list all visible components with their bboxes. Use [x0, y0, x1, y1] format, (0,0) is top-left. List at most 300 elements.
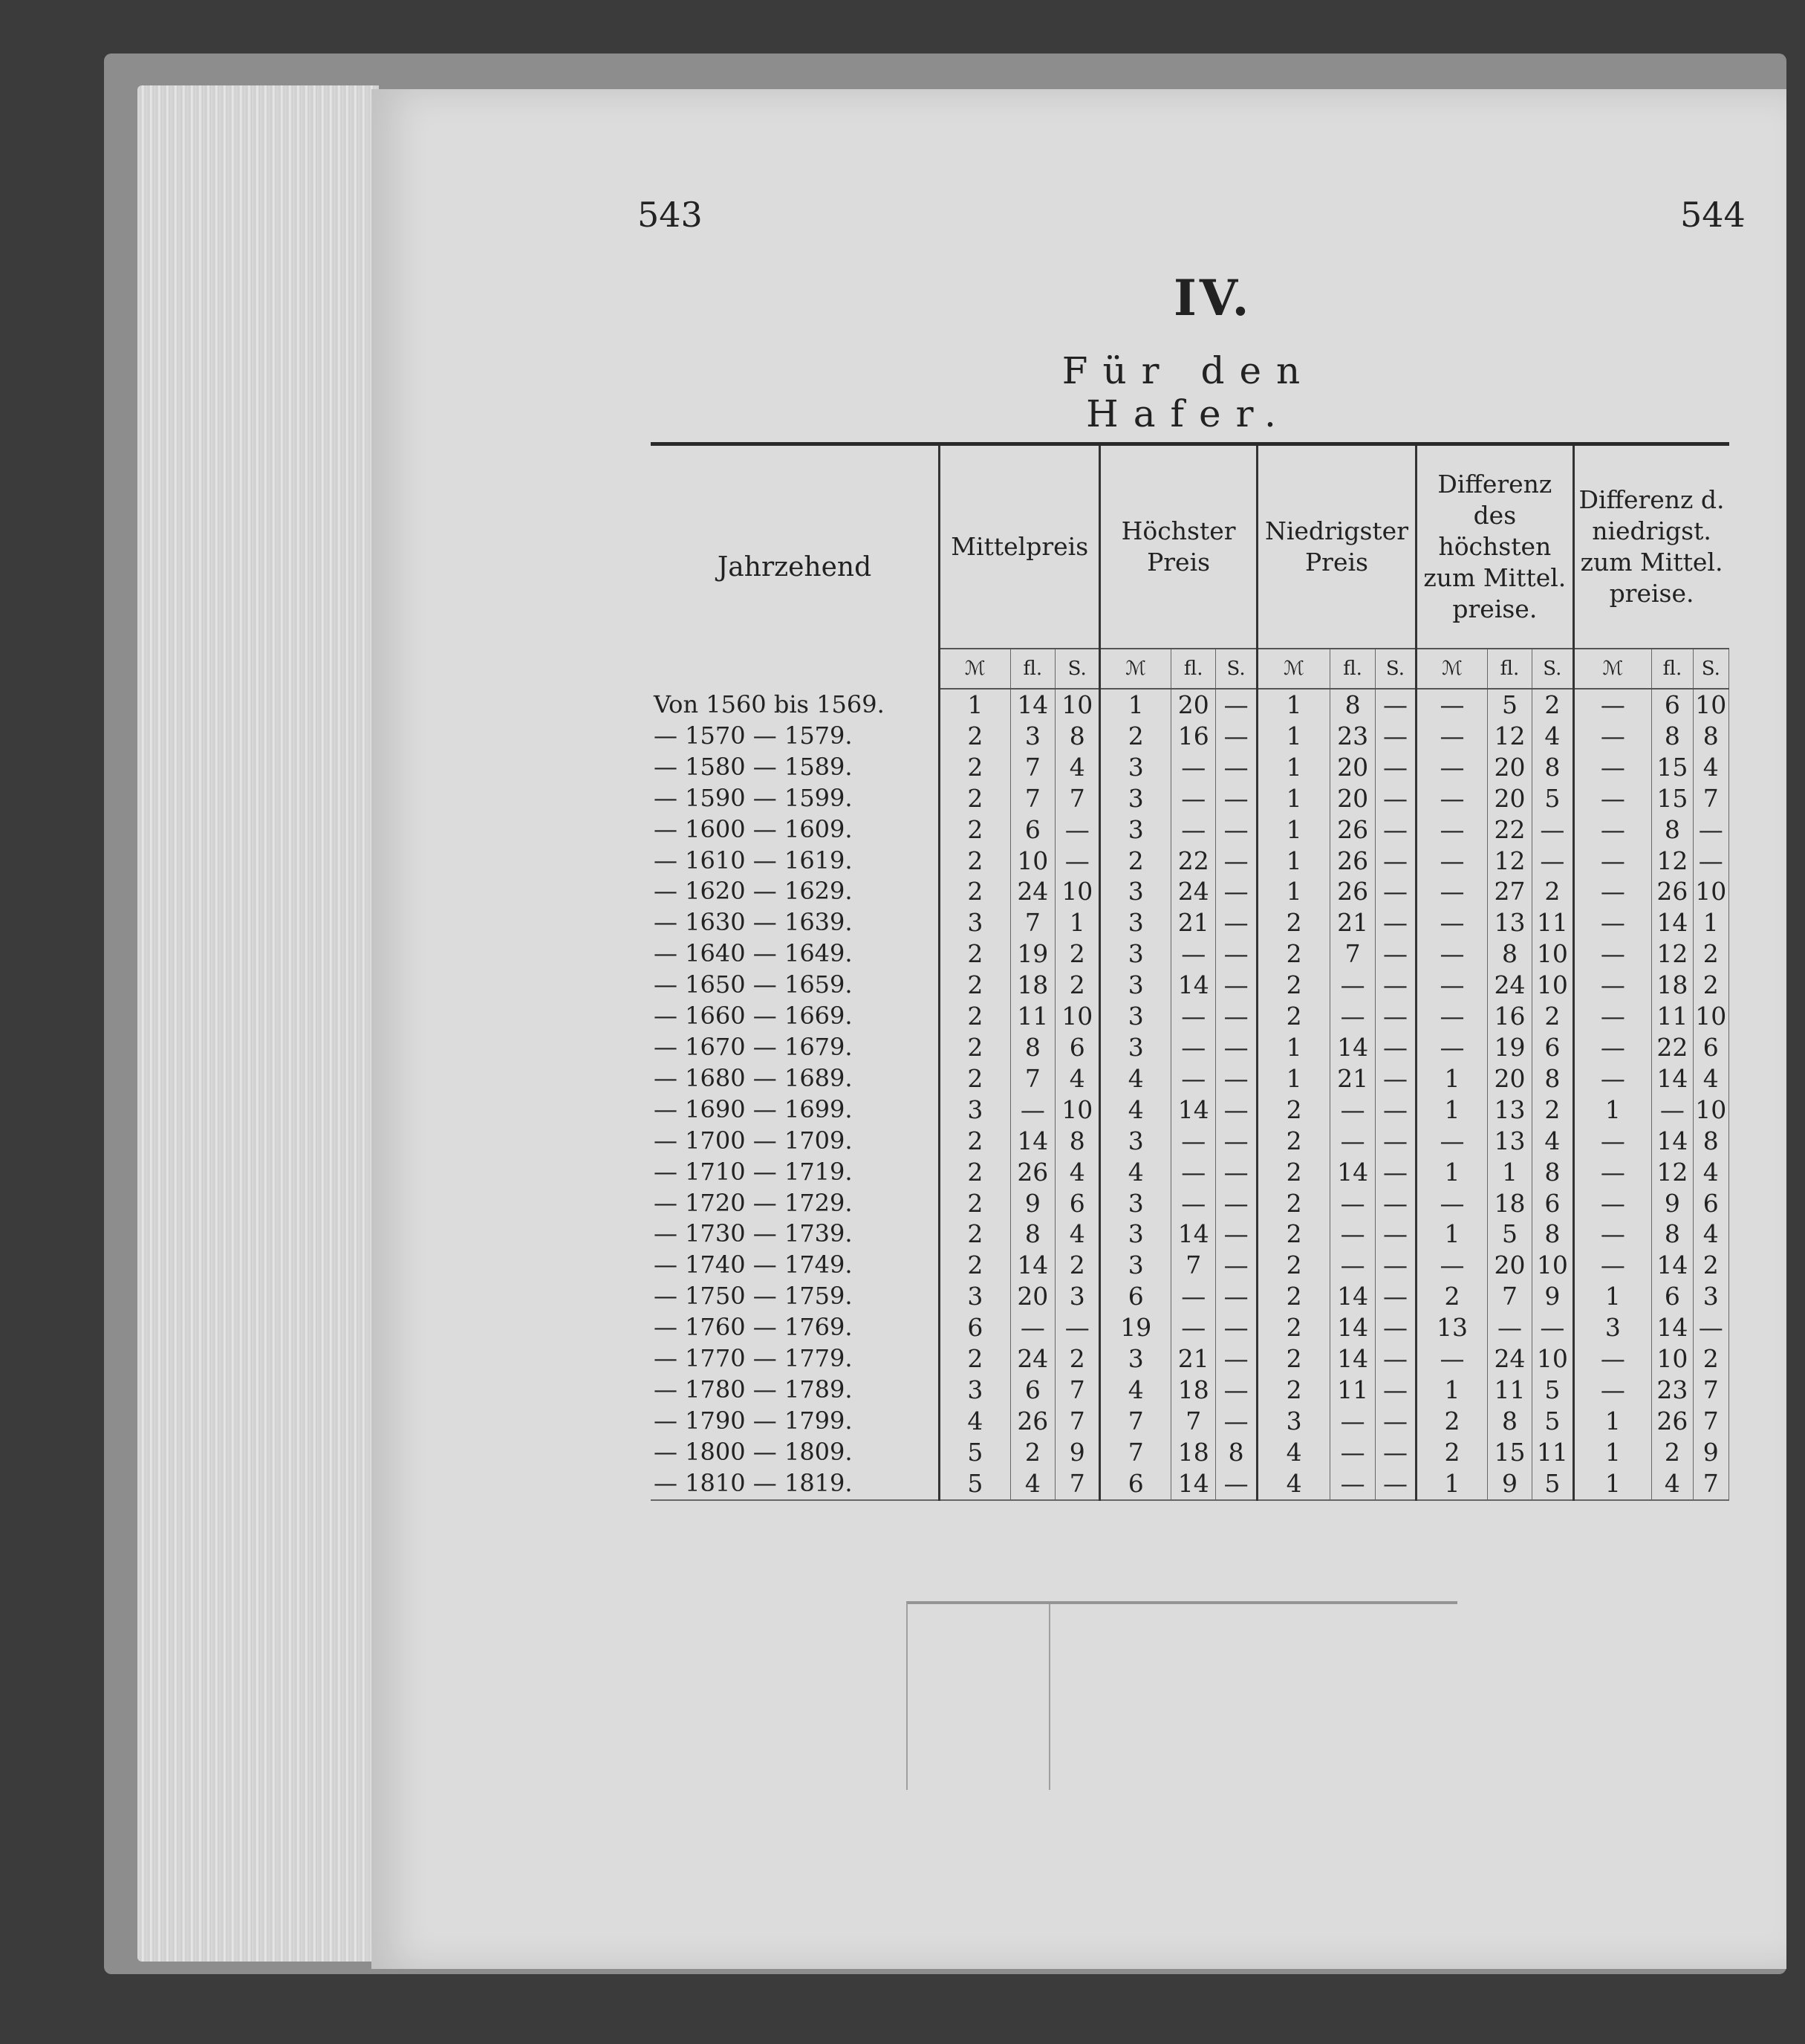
value-cell: 7: [1056, 1468, 1100, 1500]
value-cell: 27: [1487, 876, 1532, 907]
value-cell: —: [1330, 1094, 1375, 1126]
value-cell: —: [1171, 1188, 1216, 1219]
value-cell: 2: [1056, 938, 1100, 970]
value-cell: —: [1216, 721, 1257, 752]
value-cell: —: [1216, 1157, 1257, 1188]
value-cell: —: [1375, 846, 1416, 877]
value-cell: 1: [1417, 1063, 1488, 1094]
table-row: [651, 1188, 1729, 1219]
value-cell: —: [1171, 1032, 1216, 1063]
value-cell: 7: [1487, 1281, 1532, 1312]
value-cell: 14: [1171, 970, 1216, 1001]
value-cell: 8: [1532, 752, 1573, 783]
value-cell: 10: [1010, 846, 1055, 877]
value-cell: —: [1216, 846, 1257, 877]
period-cell: — 1730 — 1739.: [651, 1219, 940, 1250]
value-cell: —: [1056, 1312, 1100, 1343]
value-cell: 1: [1573, 1468, 1652, 1500]
value-cell: 2: [1257, 1094, 1330, 1126]
value-cell: 8: [1693, 1126, 1728, 1157]
value-cell: —: [1573, 1188, 1652, 1219]
table-row: [651, 752, 1729, 783]
value-cell: —: [1375, 1343, 1416, 1375]
value-cell: 10: [1693, 876, 1728, 907]
value-cell: —: [1375, 938, 1416, 970]
value-cell: 2: [1693, 970, 1728, 1001]
value-cell: 23: [1652, 1375, 1693, 1406]
value-cell: 4: [1010, 1468, 1055, 1500]
table-row: [651, 1063, 1729, 1094]
table-row: [651, 1343, 1729, 1375]
value-cell: 4: [1693, 1219, 1728, 1250]
period-cell: — 1630 — 1639.: [651, 907, 940, 938]
value-cell: 1: [1056, 907, 1100, 938]
value-cell: —: [1330, 1219, 1375, 1250]
bleed-through-divider: [1049, 1604, 1050, 1790]
value-cell: 4: [1257, 1437, 1330, 1468]
value-cell: 6: [1010, 1375, 1055, 1406]
period-cell: — 1780 — 1789.: [651, 1375, 940, 1406]
value-cell: —: [1330, 1250, 1375, 1281]
value-cell: —: [1487, 1312, 1532, 1343]
value-cell: 2: [1056, 970, 1100, 1001]
value-cell: 11: [1532, 907, 1573, 938]
value-cell: 7: [1171, 1250, 1216, 1281]
value-cell: 2: [940, 1157, 1011, 1188]
table-row: [651, 1281, 1729, 1312]
value-cell: —: [1417, 907, 1488, 938]
value-cell: —: [1171, 814, 1216, 846]
value-cell: 1: [1573, 1437, 1652, 1468]
value-cell: 3: [1693, 1281, 1728, 1312]
period-cell: — 1710 — 1719.: [651, 1157, 940, 1188]
value-cell: 14: [1010, 689, 1055, 721]
header-max-price: Höchster Preis: [1100, 444, 1257, 649]
value-cell: 4: [1532, 721, 1573, 752]
value-cell: 14: [1330, 1281, 1375, 1312]
value-cell: 3: [1257, 1406, 1330, 1437]
value-cell: —: [1216, 970, 1257, 1001]
value-cell: 21: [1171, 907, 1216, 938]
value-cell: —: [1417, 1343, 1488, 1375]
value-cell: 20: [1487, 752, 1532, 783]
value-cell: 14: [1171, 1468, 1216, 1500]
unit-header: ℳ︎: [940, 649, 1011, 689]
value-cell: 4: [1056, 1157, 1100, 1188]
value-cell: —: [1330, 1437, 1375, 1468]
value-cell: 13: [1487, 1094, 1532, 1126]
period-cell: — 1680 — 1689.: [651, 1063, 940, 1094]
value-cell: —: [1330, 1126, 1375, 1157]
value-cell: —: [1216, 1250, 1257, 1281]
table-row: [651, 814, 1729, 846]
value-cell: —: [1216, 1063, 1257, 1094]
value-cell: —: [1573, 689, 1652, 721]
value-cell: 2: [1257, 907, 1330, 938]
value-cell: 3: [1100, 876, 1171, 907]
value-cell: 10: [1056, 876, 1100, 907]
unit-header: S.: [1693, 649, 1728, 689]
value-cell: —: [1375, 783, 1416, 814]
value-cell: 4: [1056, 1219, 1100, 1250]
unit-header: S.: [1056, 649, 1100, 689]
page-number-right: 544: [1680, 195, 1746, 235]
value-cell: —: [1216, 1001, 1257, 1032]
value-cell: 2: [1417, 1406, 1488, 1437]
value-cell: —: [1573, 1032, 1652, 1063]
value-cell: —: [1573, 846, 1652, 877]
value-cell: 10: [1693, 1001, 1728, 1032]
value-cell: —: [1417, 814, 1488, 846]
value-cell: 19: [1100, 1312, 1171, 1343]
value-cell: 7: [1693, 783, 1728, 814]
value-cell: 2: [1257, 1312, 1330, 1343]
value-cell: 1: [1487, 1157, 1532, 1188]
table-row: [651, 1032, 1729, 1063]
value-cell: 8: [1532, 1157, 1573, 1188]
value-cell: 2: [1056, 1343, 1100, 1375]
period-cell: — 1720 — 1729.: [651, 1188, 940, 1219]
value-cell: —: [1573, 876, 1652, 907]
value-cell: —: [1375, 1281, 1416, 1312]
value-cell: 26: [1330, 876, 1375, 907]
value-cell: —: [1216, 1126, 1257, 1157]
value-cell: 12: [1652, 1157, 1693, 1188]
value-cell: —: [1573, 1001, 1652, 1032]
value-cell: 1: [1257, 846, 1330, 877]
value-cell: 1: [1257, 783, 1330, 814]
value-cell: 2: [1257, 1126, 1330, 1157]
value-cell: 10: [1056, 689, 1100, 721]
value-cell: —: [1216, 1032, 1257, 1063]
value-cell: 8: [1056, 721, 1100, 752]
value-cell: 6: [1056, 1188, 1100, 1219]
period-cell: — 1760 — 1769.: [651, 1312, 940, 1343]
value-cell: 18: [1652, 970, 1693, 1001]
value-cell: 1: [1257, 814, 1330, 846]
value-cell: 2: [1100, 721, 1171, 752]
value-cell: —: [1532, 1312, 1573, 1343]
value-cell: 3: [940, 1094, 1011, 1126]
header-diff-min: Differenz d. niedrigst. zum Mittel. preise.: [1573, 444, 1728, 649]
value-cell: 1: [1693, 907, 1728, 938]
value-cell: 23: [1330, 721, 1375, 752]
section-title: Für den Hafer.: [1061, 349, 1315, 435]
period-cell: — 1670 — 1679.: [651, 1032, 940, 1063]
table-row: [651, 1094, 1729, 1126]
value-cell: 18: [1010, 970, 1055, 1001]
value-cell: —: [1573, 1157, 1652, 1188]
value-cell: 6: [1693, 1188, 1728, 1219]
value-cell: 11: [1010, 1001, 1055, 1032]
value-cell: 10: [1693, 1094, 1728, 1126]
value-cell: 2: [940, 752, 1011, 783]
value-cell: 4: [1100, 1157, 1171, 1188]
value-cell: 3: [1100, 1219, 1171, 1250]
value-cell: 4: [1652, 1468, 1693, 1500]
value-cell: 7: [1056, 1406, 1100, 1437]
value-cell: 6: [1652, 1281, 1693, 1312]
value-cell: —: [1216, 752, 1257, 783]
value-cell: 8: [1652, 814, 1693, 846]
period-cell: — 1740 — 1749.: [651, 1250, 940, 1281]
value-cell: —: [1417, 1126, 1488, 1157]
value-cell: 2: [940, 1001, 1011, 1032]
value-cell: 7: [1056, 783, 1100, 814]
value-cell: 10: [1056, 1094, 1100, 1126]
value-cell: 20: [1330, 783, 1375, 814]
value-cell: 13: [1487, 1126, 1532, 1157]
value-cell: 2: [1010, 1437, 1055, 1468]
value-cell: —: [1375, 1063, 1416, 1094]
table-row: [651, 970, 1729, 1001]
value-cell: 2: [940, 1032, 1011, 1063]
value-cell: 2: [1257, 1188, 1330, 1219]
value-cell: 12: [1487, 846, 1532, 877]
table-row: [651, 1375, 1729, 1406]
value-cell: 1: [1257, 721, 1330, 752]
value-cell: 24: [1171, 876, 1216, 907]
value-cell: 14: [1010, 1126, 1055, 1157]
value-cell: 4: [1056, 1063, 1100, 1094]
value-cell: 3: [1573, 1312, 1652, 1343]
page-number-left: 543: [637, 195, 703, 235]
unit-header: fl.: [1487, 649, 1532, 689]
value-cell: 9: [1487, 1468, 1532, 1500]
value-cell: 22: [1171, 846, 1216, 877]
value-cell: 14: [1171, 1094, 1216, 1126]
value-cell: —: [1573, 907, 1652, 938]
table-row: [651, 1312, 1729, 1343]
period-cell: — 1750 — 1759.: [651, 1281, 940, 1312]
value-cell: 2: [1257, 970, 1330, 1001]
value-cell: 2: [940, 846, 1011, 877]
value-cell: —: [1216, 876, 1257, 907]
value-cell: —: [1330, 970, 1375, 1001]
value-cell: —: [1375, 876, 1416, 907]
value-cell: —: [1532, 846, 1573, 877]
value-cell: 18: [1487, 1188, 1532, 1219]
value-cell: —: [1216, 814, 1257, 846]
value-cell: 2: [940, 876, 1011, 907]
value-cell: —: [1417, 783, 1488, 814]
value-cell: 11: [1532, 1437, 1573, 1468]
value-cell: 14: [1010, 1250, 1055, 1281]
value-cell: —: [1375, 1375, 1416, 1406]
period-cell: — 1660 — 1669.: [651, 1001, 940, 1032]
table-row: [651, 1219, 1729, 1250]
value-cell: 11: [1330, 1375, 1375, 1406]
value-cell: 7: [1010, 752, 1055, 783]
value-cell: 13: [1487, 907, 1532, 938]
value-cell: —: [1417, 752, 1488, 783]
value-cell: —: [1417, 721, 1488, 752]
value-cell: —: [1330, 1188, 1375, 1219]
value-cell: —: [1010, 1312, 1055, 1343]
value-cell: 9: [1010, 1188, 1055, 1219]
value-cell: —: [1573, 783, 1652, 814]
value-cell: 3: [1010, 721, 1055, 752]
table-row: [651, 846, 1729, 877]
value-cell: 24: [1487, 970, 1532, 1001]
value-cell: —: [1375, 1219, 1416, 1250]
table-row: [651, 1250, 1729, 1281]
value-cell: 6: [1010, 814, 1055, 846]
header-diff-max: Differenz des höchsten zum Mittel. preise.: [1417, 444, 1573, 649]
value-cell: 10: [1532, 970, 1573, 1001]
value-cell: 2: [1532, 1001, 1573, 1032]
unit-header: ℳ︎: [1100, 649, 1171, 689]
table-row: [651, 1468, 1729, 1500]
value-cell: —: [1330, 1001, 1375, 1032]
value-cell: 18: [1171, 1437, 1216, 1468]
value-cell: 1: [1573, 1281, 1652, 1312]
value-cell: 2: [1417, 1437, 1488, 1468]
value-cell: 6: [1100, 1281, 1171, 1312]
value-cell: 26: [1330, 846, 1375, 877]
value-cell: —: [1573, 814, 1652, 846]
value-cell: 2: [940, 1343, 1011, 1375]
value-cell: 11: [1652, 1001, 1693, 1032]
period-cell: — 1590 — 1599.: [651, 783, 940, 814]
value-cell: —: [1417, 970, 1488, 1001]
value-cell: —: [1375, 1032, 1416, 1063]
value-cell: —: [1330, 1468, 1375, 1500]
value-cell: 3: [1100, 752, 1171, 783]
period-cell: — 1790 — 1799.: [651, 1406, 940, 1437]
value-cell: 10: [1652, 1343, 1693, 1375]
value-cell: 6: [1056, 1032, 1100, 1063]
value-cell: 9: [1532, 1281, 1573, 1312]
value-cell: 20: [1010, 1281, 1055, 1312]
value-cell: 14: [1330, 1312, 1375, 1343]
value-cell: 20: [1487, 1063, 1532, 1094]
value-cell: 26: [1010, 1157, 1055, 1188]
value-cell: 5: [940, 1437, 1011, 1468]
period-cell: — 1690 — 1699.: [651, 1094, 940, 1126]
value-cell: 1: [1257, 689, 1330, 721]
value-cell: 8: [1330, 689, 1375, 721]
value-cell: 3: [1100, 1343, 1171, 1375]
value-cell: 12: [1487, 721, 1532, 752]
section-number: IV.: [1174, 269, 1252, 327]
value-cell: —: [1216, 1343, 1257, 1375]
value-cell: 2: [1532, 689, 1573, 721]
value-cell: —: [1573, 1126, 1652, 1157]
value-cell: 10: [1056, 1001, 1100, 1032]
value-cell: 7: [1010, 1063, 1055, 1094]
table-row: [651, 907, 1729, 938]
value-cell: 1: [1257, 1032, 1330, 1063]
value-cell: —: [1216, 1406, 1257, 1437]
value-cell: —: [1330, 1406, 1375, 1437]
value-cell: 14: [1652, 1063, 1693, 1094]
value-cell: 3: [1100, 814, 1171, 846]
value-cell: 26: [1652, 876, 1693, 907]
page-edges: [137, 85, 379, 1962]
value-cell: 1: [1257, 1063, 1330, 1094]
value-cell: —: [1375, 1157, 1416, 1188]
value-cell: 2: [940, 1219, 1011, 1250]
unit-header: fl.: [1330, 649, 1375, 689]
value-cell: —: [1693, 814, 1728, 846]
value-cell: 8: [1216, 1437, 1257, 1468]
value-cell: 7: [1010, 907, 1055, 938]
unit-header: S.: [1375, 649, 1416, 689]
value-cell: —: [1532, 814, 1573, 846]
value-cell: —: [1171, 938, 1216, 970]
value-cell: 3: [1100, 970, 1171, 1001]
value-cell: —: [1375, 689, 1416, 721]
value-cell: —: [1056, 846, 1100, 877]
value-cell: 8: [1010, 1219, 1055, 1250]
price-table: [651, 442, 1729, 1501]
value-cell: 2: [940, 1188, 1011, 1219]
value-cell: 18: [1171, 1375, 1216, 1406]
value-cell: —: [1417, 1001, 1488, 1032]
value-cell: —: [1216, 1219, 1257, 1250]
period-cell: — 1770 — 1779.: [651, 1343, 940, 1375]
value-cell: 7: [1693, 1406, 1728, 1437]
value-cell: —: [1573, 1063, 1652, 1094]
value-cell: 19: [1487, 1032, 1532, 1063]
value-cell: 15: [1487, 1437, 1532, 1468]
value-cell: 2: [1693, 938, 1728, 970]
value-cell: 2: [1257, 1219, 1330, 1250]
value-cell: 14: [1330, 1343, 1375, 1375]
value-cell: 6: [1532, 1188, 1573, 1219]
value-cell: —: [1171, 1126, 1216, 1157]
value-cell: 8: [1532, 1063, 1573, 1094]
value-cell: 6: [1532, 1032, 1573, 1063]
value-cell: 2: [940, 1126, 1011, 1157]
value-cell: 9: [1056, 1437, 1100, 1468]
value-cell: —: [1216, 1094, 1257, 1126]
value-cell: —: [1417, 876, 1488, 907]
value-cell: 22: [1487, 814, 1532, 846]
period-cell: — 1600 — 1609.: [651, 814, 940, 846]
value-cell: 21: [1330, 1063, 1375, 1094]
value-cell: 16: [1171, 721, 1216, 752]
value-cell: 1: [1573, 1094, 1652, 1126]
value-cell: 2: [1693, 1250, 1728, 1281]
value-cell: —: [1375, 907, 1416, 938]
value-cell: 22: [1652, 1032, 1693, 1063]
value-cell: 3: [1100, 1188, 1171, 1219]
value-cell: 14: [1652, 1250, 1693, 1281]
value-cell: 13: [1417, 1312, 1488, 1343]
value-cell: 3: [1100, 783, 1171, 814]
value-cell: 14: [1652, 1126, 1693, 1157]
table-row: [651, 1157, 1729, 1188]
value-cell: —: [1216, 1312, 1257, 1343]
period-cell: — 1570 — 1579.: [651, 721, 940, 752]
value-cell: 1: [1573, 1406, 1652, 1437]
value-cell: 5: [1532, 1468, 1573, 1500]
value-cell: —: [1375, 752, 1416, 783]
period-cell: — 1640 — 1649.: [651, 938, 940, 970]
value-cell: 3: [940, 1281, 1011, 1312]
value-cell: 4: [940, 1406, 1011, 1437]
value-cell: 3: [1056, 1281, 1100, 1312]
value-cell: 4: [1056, 752, 1100, 783]
value-cell: 2: [1100, 846, 1171, 877]
value-cell: 4: [1257, 1468, 1330, 1500]
value-cell: 8: [1487, 1406, 1532, 1437]
value-cell: 3: [940, 1375, 1011, 1406]
period-cell: Von 1560 bis 1569.: [651, 689, 940, 721]
value-cell: —: [1375, 1468, 1416, 1500]
